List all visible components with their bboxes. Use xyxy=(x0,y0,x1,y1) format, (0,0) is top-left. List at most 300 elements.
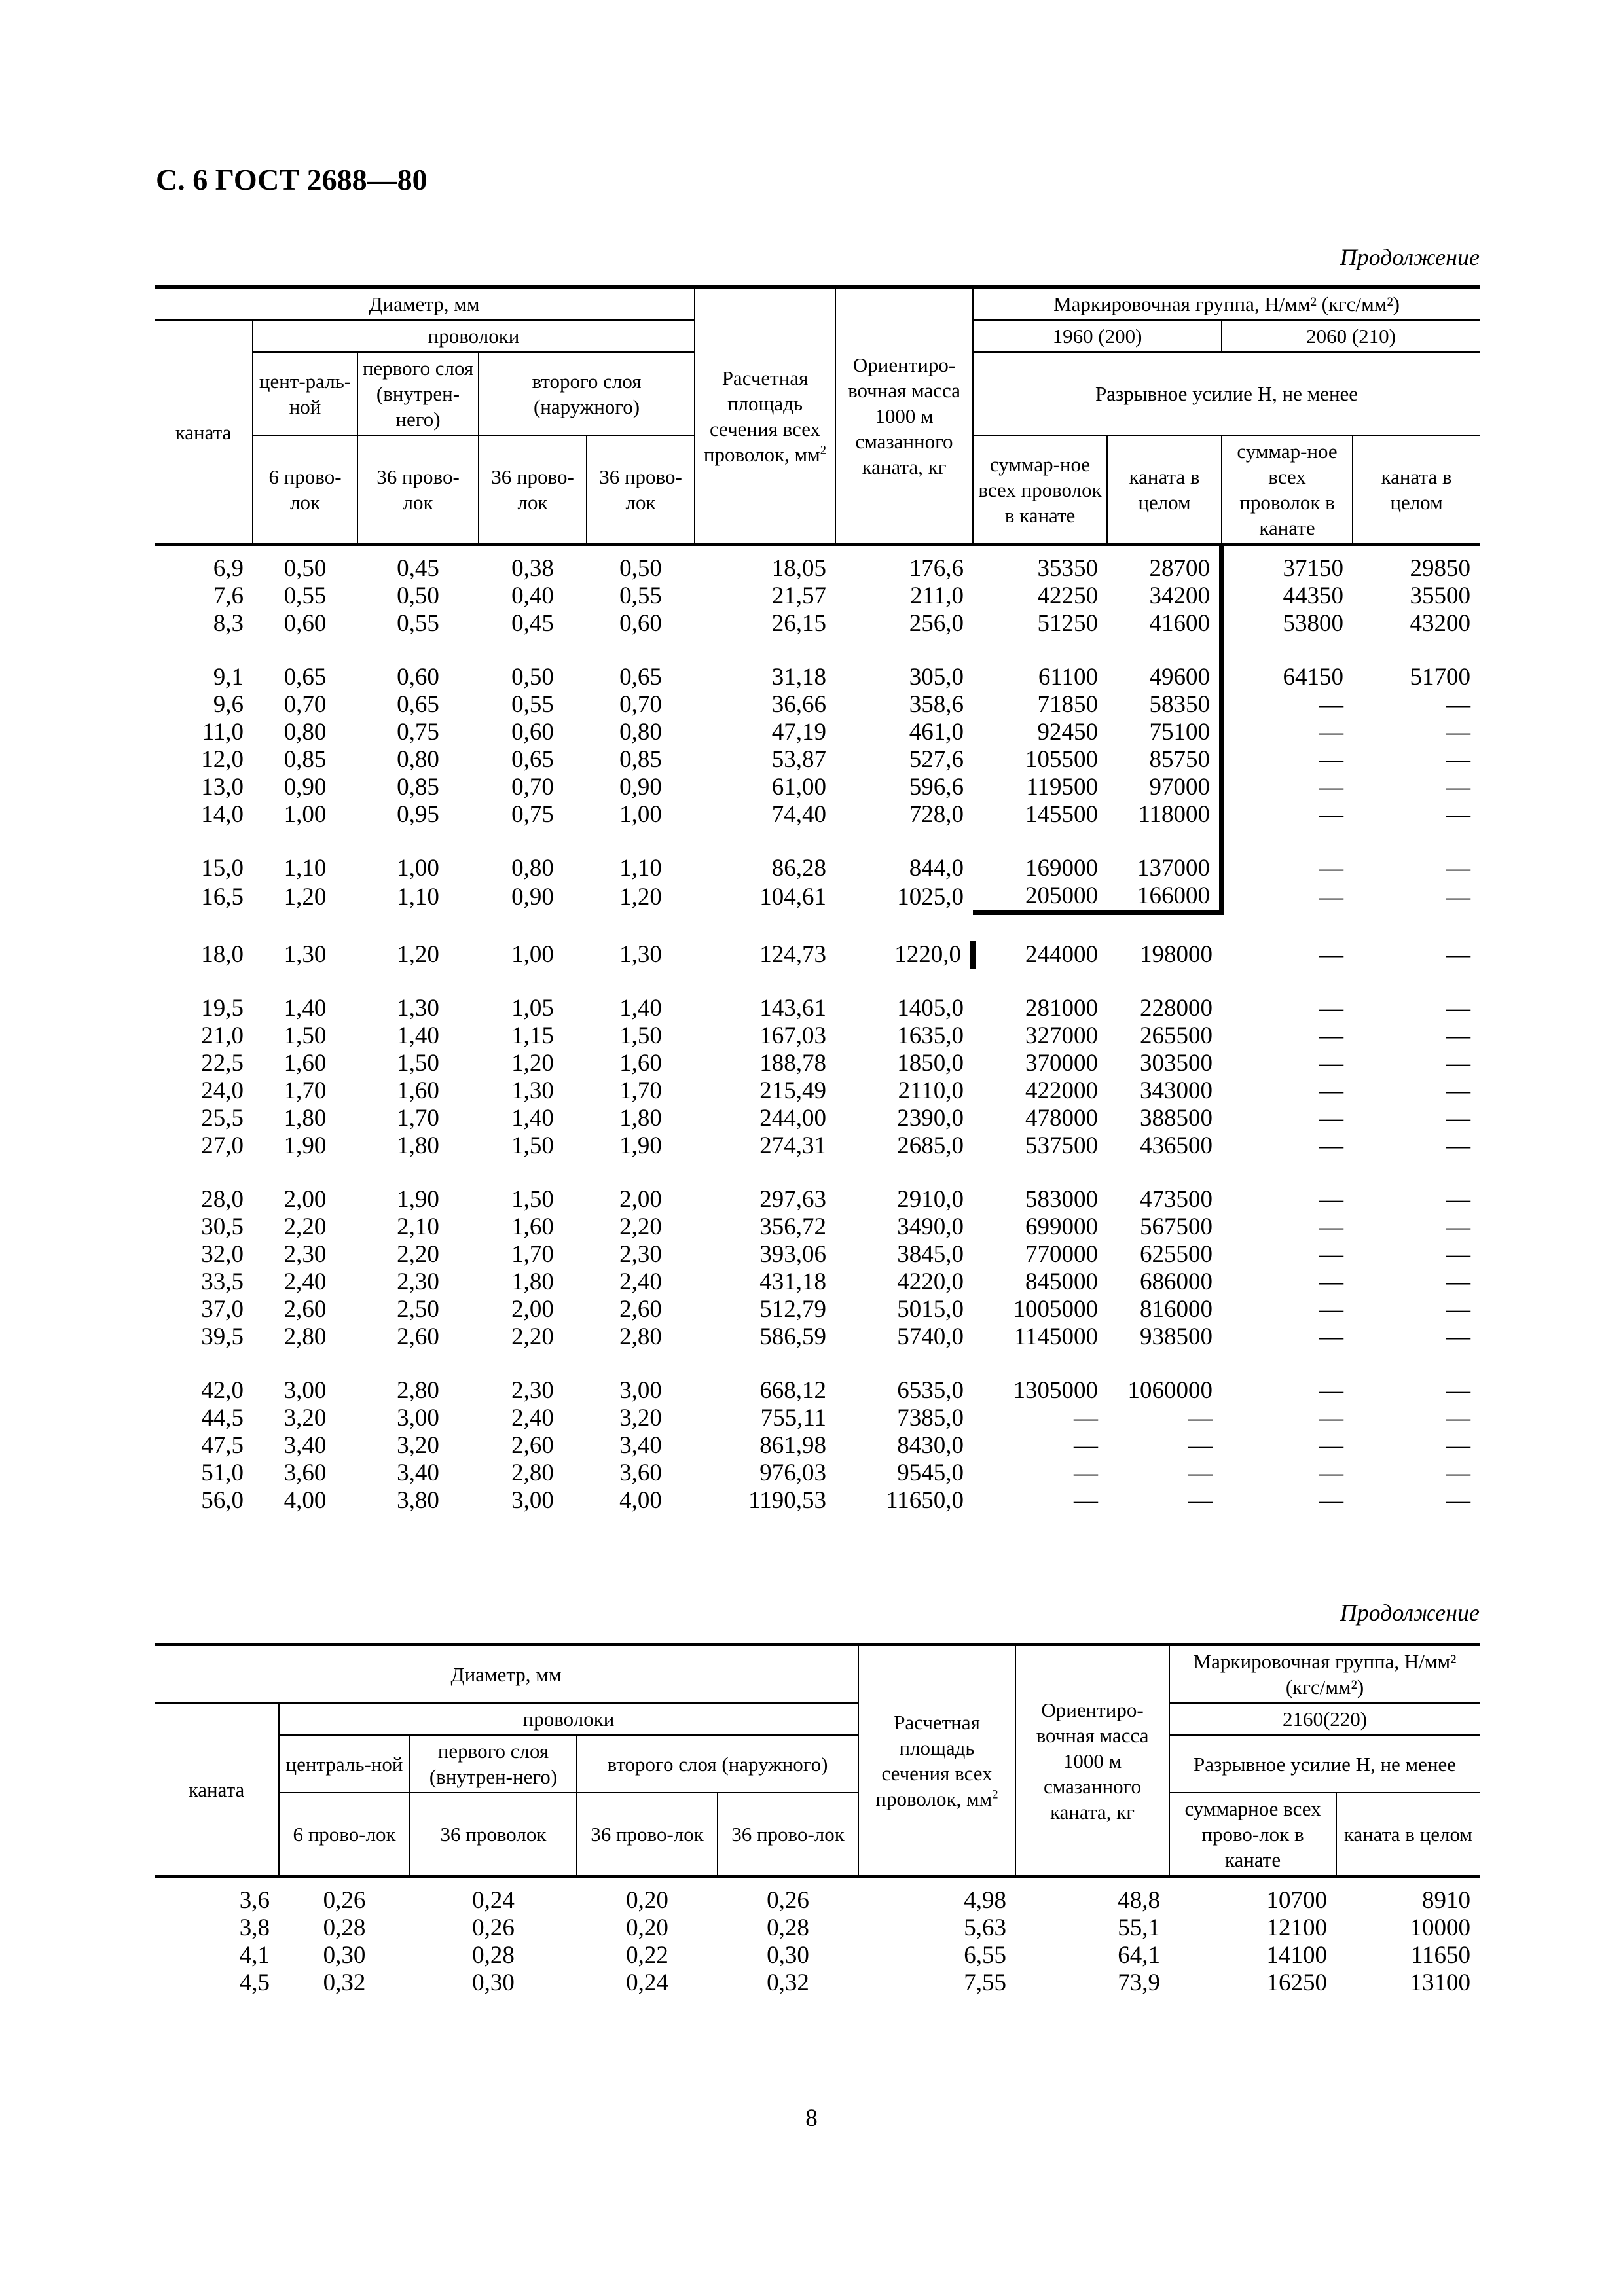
table-cell: 0,50 xyxy=(283,555,327,582)
table-cell: 1,70 xyxy=(619,1077,662,1104)
table-cell: — xyxy=(1446,1487,1471,1514)
table-cell: 3,20 xyxy=(619,1405,662,1431)
table-cell: 1,50 xyxy=(283,1022,327,1049)
table-cell: 0,55 xyxy=(397,610,439,637)
table-cell: 512,79 xyxy=(759,1296,827,1323)
table-cell: 105500 xyxy=(1025,746,1099,773)
table-cell: 4,00 xyxy=(619,1487,662,1514)
table-cell: — xyxy=(1319,774,1344,800)
th2-grade-2160: 2160(220) xyxy=(1169,1703,1480,1735)
table-row xyxy=(155,1050,1480,1077)
table-cell: 1,90 xyxy=(397,1186,439,1213)
table-row xyxy=(155,1323,1480,1351)
table-cell: 0,95 xyxy=(397,801,439,828)
table-cell: — xyxy=(1446,995,1471,1022)
table-cell: 274,31 xyxy=(759,1132,827,1159)
table-row xyxy=(155,1296,1480,1323)
gap-cell xyxy=(1222,1160,1353,1186)
row-gap xyxy=(155,912,1480,941)
table-cell: 26,15 xyxy=(771,610,827,637)
gap-cell xyxy=(1107,829,1222,855)
table-cell: 2,80 xyxy=(619,1323,662,1350)
table-cell: 9,1 xyxy=(213,664,244,691)
table-cell: 3,60 xyxy=(619,1460,662,1486)
table-cell: 1145000 xyxy=(1013,1323,1099,1350)
table-cell: 3,60 xyxy=(283,1460,327,1486)
table-cell: 583000 xyxy=(1025,1186,1099,1213)
table-cell: 755,11 xyxy=(760,1405,827,1431)
table-cell: — xyxy=(1446,774,1471,800)
table-cell: 0,20 xyxy=(626,1887,668,1914)
table-cell: 51700 xyxy=(1410,664,1471,691)
table-cell: 3,6 xyxy=(239,1887,270,1914)
table-cell: 24,0 xyxy=(201,1077,244,1104)
table-cell: 58350 xyxy=(1107,691,1222,719)
table-cell: 393,06 xyxy=(759,1241,827,1268)
continuation-label: Продолжение xyxy=(1340,244,1480,270)
table-cell: 3,40 xyxy=(283,1432,327,1459)
table-cell: 10700 xyxy=(1266,1887,1328,1914)
table-cell: 64150 xyxy=(1283,664,1344,691)
table-row xyxy=(155,1213,1480,1241)
table-cell: 1,20 xyxy=(511,1050,554,1077)
gap-cell xyxy=(253,1160,357,1186)
table-cell: 71850 xyxy=(1037,691,1099,718)
table-cell: — xyxy=(1319,1296,1344,1323)
table-cell: — xyxy=(1319,941,1344,968)
table-cell: 55,1 xyxy=(1118,1914,1161,1941)
table-cell: — xyxy=(1446,1022,1471,1049)
table-row xyxy=(155,941,1480,969)
table-cell: 31,18 xyxy=(771,664,827,691)
table-row xyxy=(155,1432,1480,1460)
th-sum-wires-1960: суммар-ное всех проволок в канате xyxy=(973,435,1107,545)
gap-cell xyxy=(1222,637,1353,664)
table-cell: 53,87 xyxy=(771,746,827,773)
table-cell: 47,19 xyxy=(771,719,827,745)
gap-cell xyxy=(835,1351,973,1377)
table-cell: — xyxy=(1446,1213,1471,1240)
table-cell: 478000 xyxy=(1025,1105,1099,1132)
gap-cell xyxy=(357,1160,479,1186)
table-cell: 297,63 xyxy=(759,1186,827,1213)
table-cell: — xyxy=(1319,1050,1344,1077)
th2-sum-wires: суммарное всех прово-лок в канате xyxy=(1169,1793,1336,1876)
table-row xyxy=(155,1914,1480,1942)
table-cell: 1,50 xyxy=(511,1132,554,1159)
table-cell: 1,00 xyxy=(283,801,327,828)
th2-36-wires-second-b: 36 прово-лок xyxy=(718,1793,858,1876)
table-cell: 1,90 xyxy=(283,1132,327,1159)
gap-cell xyxy=(587,829,695,855)
table-cell: 12100 xyxy=(1266,1914,1328,1941)
th2-first-layer: первого слоя (внутрен-него) xyxy=(410,1735,577,1793)
table-cell: — xyxy=(1074,1432,1099,1459)
table-cell: 0,20 xyxy=(626,1914,668,1941)
table-row xyxy=(155,882,1480,912)
table-cell: 2,20 xyxy=(283,1213,327,1240)
table-cell: 305,0 xyxy=(909,664,964,691)
gap-cell xyxy=(1353,1351,1480,1377)
table-cell: 2,20 xyxy=(511,1323,554,1350)
table-cell: 2,40 xyxy=(511,1405,554,1431)
table-cell: 2,30 xyxy=(283,1241,327,1268)
table-row xyxy=(155,1022,1480,1050)
table-cell: 281000 xyxy=(1025,995,1099,1022)
gap-cell xyxy=(1353,829,1480,855)
table-row xyxy=(155,719,1480,746)
table-cell: 176,6 xyxy=(909,555,964,582)
table-cell: 2,10 xyxy=(397,1213,439,1240)
gap-cell xyxy=(1107,969,1222,995)
th-central: цент-раль-ной xyxy=(253,352,357,435)
th-36-wires-second-b: 36 прово-лок xyxy=(587,435,695,545)
table-cell: 3,00 xyxy=(511,1487,554,1514)
th-grade-1960: 1960 (200) xyxy=(973,320,1222,352)
table-cell: — xyxy=(1446,1296,1471,1323)
gap-cell xyxy=(695,912,835,941)
table-cell: 1,20 xyxy=(283,884,327,910)
table-cell: 137000 xyxy=(1107,855,1222,882)
table-cell: — xyxy=(1188,1460,1213,1486)
table-cell: — xyxy=(1319,1186,1344,1213)
table-cell: 9,6 xyxy=(213,691,244,718)
table-cell: 686000 xyxy=(1140,1268,1213,1295)
gap-cell xyxy=(1107,637,1222,664)
table-cell: 0,28 xyxy=(472,1942,515,1969)
table-cell: 0,38 xyxy=(511,555,554,582)
table-row xyxy=(155,1876,1480,1914)
table-cell: 215,49 xyxy=(759,1077,827,1104)
table-cell: — xyxy=(1319,1105,1344,1132)
table-cell: 37150 xyxy=(1283,555,1344,582)
table-cell: 44350 xyxy=(1283,583,1344,609)
table-cell: 51250 xyxy=(1037,610,1099,637)
table-row xyxy=(155,1077,1480,1105)
table-cell: 0,55 xyxy=(619,583,662,609)
table-cell: 0,26 xyxy=(323,1887,366,1914)
table-cell: 198000 xyxy=(1140,941,1213,968)
table-cell: 0,85 xyxy=(283,746,327,773)
table-cell: 327000 xyxy=(1025,1022,1099,1049)
table-cell: 244000 xyxy=(973,941,1107,969)
table-cell: 1,70 xyxy=(511,1241,554,1268)
table-cell: 625500 xyxy=(1140,1241,1213,1268)
rope-table-continuation xyxy=(155,1643,1480,1997)
table-cell: 5,63 xyxy=(964,1914,1007,1941)
gap-cell xyxy=(587,1351,695,1377)
table-cell: 2,60 xyxy=(397,1323,439,1350)
table-cell: 53800 xyxy=(1283,610,1344,637)
table-row xyxy=(155,583,1480,610)
table-cell: 18,05 xyxy=(771,555,827,582)
table-cell: 2,40 xyxy=(283,1268,327,1295)
table-cell: 37,0 xyxy=(201,1296,244,1323)
gap-cell xyxy=(1353,969,1480,995)
th2-second-layer: второго слоя (наружного) xyxy=(577,1735,858,1793)
table-cell: 6535,0 xyxy=(897,1377,964,1404)
table-cell: 11650,0 xyxy=(886,1487,964,1514)
gap-cell xyxy=(1222,829,1353,855)
table-cell: 567500 xyxy=(1140,1213,1213,1240)
table-cell: — xyxy=(1446,855,1471,882)
table-cell: 1190,53 xyxy=(748,1487,827,1514)
gap-cell xyxy=(1353,912,1480,941)
table-cell: 6,9 xyxy=(213,555,244,582)
table-cell: 1,90 xyxy=(619,1132,662,1159)
table-cell: 461,0 xyxy=(909,719,964,745)
table-cell: 0,45 xyxy=(397,555,439,582)
table-cell: 228000 xyxy=(1140,995,1213,1022)
table-cell: — xyxy=(1446,1268,1471,1295)
table-cell: 845000 xyxy=(1025,1268,1099,1295)
th-breaking-force: Разрывное усилие Н, не менее xyxy=(973,352,1480,435)
th2-rope: каната xyxy=(155,1703,279,1876)
row-gap xyxy=(155,1351,1480,1377)
table-cell: 3490,0 xyxy=(897,1213,964,1240)
table-cell: 436500 xyxy=(1140,1132,1213,1159)
table-cell: 0,26 xyxy=(472,1914,515,1941)
th2-central: централь-ной xyxy=(279,1735,410,1793)
th2-rope-total: каната в целом xyxy=(1336,1793,1480,1876)
table-cell: 861,98 xyxy=(759,1432,827,1459)
table-cell: 586,59 xyxy=(759,1323,827,1350)
table-cell: 0,30 xyxy=(323,1942,366,1969)
gap-cell xyxy=(835,1160,973,1186)
gap-cell xyxy=(253,637,357,664)
table-cell: 1,50 xyxy=(619,1022,662,1049)
table-cell: 61100 xyxy=(1038,664,1099,691)
gap-cell xyxy=(155,1160,253,1186)
gap-cell xyxy=(1222,912,1353,941)
gap-cell xyxy=(835,912,973,941)
gap-cell xyxy=(479,1160,587,1186)
table-cell: — xyxy=(1319,1268,1344,1295)
table-cell: 1,30 xyxy=(619,941,662,968)
table-cell: 1,70 xyxy=(283,1077,327,1104)
gap-cell xyxy=(1222,969,1353,995)
th2-36-wires-first: 36 проволок xyxy=(410,1793,577,1876)
table-cell: 18,0 xyxy=(201,941,244,968)
table-cell: — xyxy=(1319,801,1344,828)
table-cell: 1,80 xyxy=(397,1132,439,1159)
gap-cell xyxy=(357,829,479,855)
table-cell: 0,65 xyxy=(619,664,662,691)
table-cell: 86,28 xyxy=(771,855,827,882)
table-cell: 2,60 xyxy=(619,1296,662,1323)
table-cell: 0,55 xyxy=(283,583,327,609)
table-cell: — xyxy=(1446,1460,1471,1486)
row-gap xyxy=(155,969,1480,995)
table-cell: 2685,0 xyxy=(897,1132,964,1159)
table-cell: 2,30 xyxy=(397,1268,439,1295)
table-cell: 4,98 xyxy=(964,1887,1007,1914)
table-row xyxy=(155,801,1480,829)
table-cell: 11650 xyxy=(1410,1942,1471,1969)
table-cell: 4,00 xyxy=(283,1487,327,1514)
table-cell: 0,50 xyxy=(511,664,554,691)
table-cell: 42250 xyxy=(1037,583,1099,609)
table-cell: 0,28 xyxy=(323,1914,366,1941)
table-cell: — xyxy=(1446,746,1471,773)
table-cell: 2,40 xyxy=(619,1268,662,1295)
table-cell: 2390,0 xyxy=(897,1105,964,1132)
table-cell: 0,65 xyxy=(283,664,327,691)
table-cell: 124,73 xyxy=(759,941,827,968)
table-row xyxy=(155,545,1480,583)
table-cell: 1,50 xyxy=(511,1186,554,1213)
table-cell: 56,0 xyxy=(201,1487,244,1514)
gap-cell xyxy=(479,637,587,664)
table-cell: 1,05 xyxy=(511,995,554,1022)
table-cell: 0,30 xyxy=(472,1969,515,1996)
gap-cell xyxy=(973,1160,1107,1186)
table-cell: 2,80 xyxy=(511,1460,554,1486)
table-cell: 2,30 xyxy=(511,1377,554,1404)
table-cell: 2,50 xyxy=(397,1296,439,1323)
th-36-wires-first: 36 прово-лок xyxy=(357,435,479,545)
table-cell: 35500 xyxy=(1410,583,1471,609)
table-cell: 0,90 xyxy=(619,774,662,800)
gap-cell xyxy=(1353,1160,1480,1186)
table-cell: 11,0 xyxy=(202,719,244,745)
gap-cell xyxy=(835,829,973,855)
table-cell: 36,66 xyxy=(771,691,827,718)
table-cell: 1,60 xyxy=(283,1050,327,1077)
table-cell: 104,61 xyxy=(759,884,827,910)
table-cell: 1,00 xyxy=(397,855,439,882)
table-row xyxy=(155,691,1480,719)
table-cell: 2,80 xyxy=(283,1323,327,1350)
table-cell: 30,5 xyxy=(201,1213,244,1240)
table-cell: 0,32 xyxy=(767,1969,809,1996)
table-cell: 0,40 xyxy=(511,583,554,609)
th-marking-group: Маркировочная группа, Н/мм² (кгс/мм²) xyxy=(973,287,1480,321)
table-cell: 14,0 xyxy=(201,801,244,828)
table-cell: 1635,0 xyxy=(897,1022,964,1049)
table-row xyxy=(155,1132,1480,1160)
table-cell: 0,55 xyxy=(511,691,554,718)
table-cell: 143,61 xyxy=(759,995,827,1022)
table-row xyxy=(155,746,1480,774)
table-cell: — xyxy=(1074,1405,1099,1431)
table-cell: 3,40 xyxy=(397,1460,439,1486)
table-cell: 370000 xyxy=(1025,1050,1099,1077)
table-cell: 0,70 xyxy=(283,691,327,718)
table-cell: 1,15 xyxy=(511,1022,554,1049)
row-gap xyxy=(155,637,1480,664)
gap-cell xyxy=(695,1351,835,1377)
gap-cell xyxy=(587,1160,695,1186)
table-cell: — xyxy=(1446,801,1471,828)
table-cell: — xyxy=(1446,941,1471,968)
table-cell: 2,60 xyxy=(283,1296,327,1323)
table-cell: 51,0 xyxy=(201,1460,244,1486)
table-cell: 0,30 xyxy=(767,1942,809,1969)
table-cell: 4220,0 xyxy=(897,1268,964,1295)
gap-cell xyxy=(587,912,695,941)
table-cell: 35350 xyxy=(1037,555,1099,582)
th-rope-total-1960: каната в целом xyxy=(1107,435,1222,545)
table-cell: 0,45 xyxy=(511,610,554,637)
th2-36-wires-second-a: 36 прово-лок xyxy=(577,1793,718,1876)
table-cell: — xyxy=(1188,1405,1213,1431)
table-cell: 3,00 xyxy=(397,1405,439,1431)
table-cell: 422000 xyxy=(1025,1077,1099,1104)
gap-cell xyxy=(357,912,479,941)
table-cell: 1,80 xyxy=(619,1105,662,1132)
table-cell: 8910 xyxy=(1422,1887,1471,1914)
gap-cell xyxy=(973,1351,1107,1377)
gap-cell xyxy=(155,969,253,995)
table-cell: 0,75 xyxy=(511,801,554,828)
table-cell: 1,10 xyxy=(619,855,662,882)
gap-cell xyxy=(973,969,1107,995)
table-cell: 145500 xyxy=(1025,801,1099,828)
table-row xyxy=(155,1105,1480,1132)
th2-mass: Ориентиро-вочная масса 1000 м смазанного каната, кг xyxy=(1015,1645,1169,1877)
table-cell: 3,80 xyxy=(397,1487,439,1514)
table-cell: 0,32 xyxy=(323,1969,366,1996)
gap-cell xyxy=(695,829,835,855)
table-row xyxy=(155,1377,1480,1405)
gap-cell xyxy=(479,912,587,941)
table-cell: 668,12 xyxy=(759,1377,827,1404)
gap-cell xyxy=(695,969,835,995)
table-cell: 13,0 xyxy=(201,774,244,800)
table-cell: — xyxy=(1319,1022,1344,1049)
table-cell: 2,00 xyxy=(511,1296,554,1323)
gap-cell xyxy=(357,969,479,995)
table-cell: 1850,0 xyxy=(897,1050,964,1077)
gap-cell xyxy=(155,829,253,855)
gap-cell xyxy=(1107,1160,1222,1186)
table-cell: 1,40 xyxy=(397,1022,439,1049)
table-cell: 1,40 xyxy=(619,995,662,1022)
table-cell: — xyxy=(1319,1377,1344,1404)
table-cell: 1,80 xyxy=(283,1105,327,1132)
table-cell: — xyxy=(1446,1077,1471,1104)
gap-cell xyxy=(835,969,973,995)
table-cell: — xyxy=(1446,1050,1471,1077)
table-cell: — xyxy=(1319,1077,1344,1104)
table-cell: 28,0 xyxy=(201,1186,244,1213)
table-cell: 256,0 xyxy=(909,610,964,637)
table-cell: — xyxy=(1446,1432,1471,1459)
table-cell: 0,24 xyxy=(626,1969,668,1996)
table-cell: 1,30 xyxy=(283,941,327,968)
th-6-wires: 6 прово-лок xyxy=(253,435,357,545)
table-cell: 41600 xyxy=(1107,610,1222,637)
table-row xyxy=(155,1942,1480,1969)
table-cell: 14100 xyxy=(1266,1942,1328,1969)
table-cell: 8,3 xyxy=(213,610,244,637)
table-cell: 431,18 xyxy=(759,1268,827,1295)
table-cell: — xyxy=(1446,1323,1471,1350)
table-cell: 2110,0 xyxy=(898,1077,964,1104)
table-cell: 22,5 xyxy=(201,1050,244,1077)
th-mass: Ориентиро-вочная масса 1000 м смазанного каната, кг xyxy=(835,287,973,545)
gap-cell xyxy=(973,829,1107,855)
table-cell: 48,8 xyxy=(1118,1887,1161,1914)
gap-cell xyxy=(1107,1351,1222,1377)
table-cell: 7385,0 xyxy=(897,1405,964,1431)
table-cell: 1005000 xyxy=(1013,1296,1099,1323)
table-cell: 1,40 xyxy=(283,995,327,1022)
table-cell: 8430,0 xyxy=(897,1432,964,1459)
table-cell: 3,00 xyxy=(619,1377,662,1404)
table-cell: 5015,0 xyxy=(897,1296,964,1323)
